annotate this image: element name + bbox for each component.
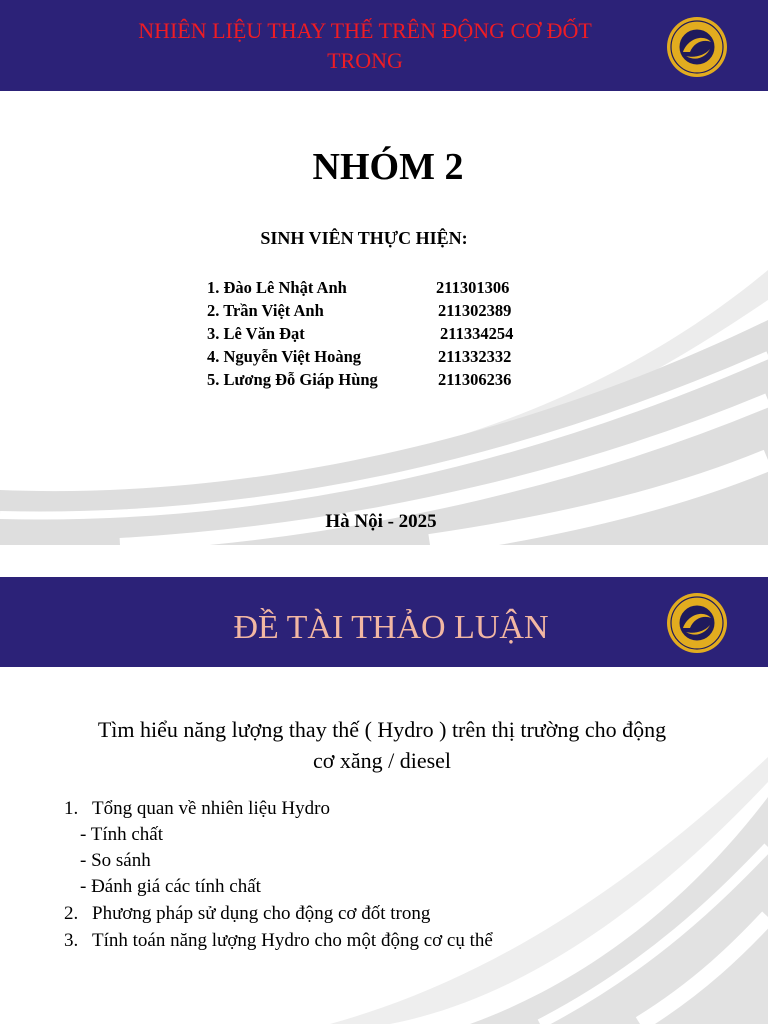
outline-number: 3. [64,930,79,951]
topic-statement [0,714,764,776]
member-id: 211332332 [438,347,512,366]
topic-line: cơ xăng / diesel [312,748,452,773]
topic-line: Tìm hiểu năng lượng thay thế ( Hydro ) trên thị trường cho động [97,717,667,742]
members-heading: SINH VIÊN THỰC HIỆN: [260,228,468,248]
outline-item: Phương pháp sử dụng cho động cơ đốt trong [92,903,431,924]
outline-subitem: - So sánh [80,850,151,871]
outline-subitem: - Tính chất [80,824,164,845]
outline-number: 1. [64,798,79,819]
slide-2 [0,577,768,1024]
outline-item: Tổng quan về nhiên liệu Hydro [92,798,330,819]
section-title: ĐỀ TÀI THẢO LUẬN [233,609,549,646]
presentation-title-line: TRONG [327,48,403,73]
member-id: 211334254 [440,324,514,343]
presentation-title-line: NHIÊN LIỆU THAY THẾ TRÊN ĐỘNG CƠ ĐỐT [138,18,592,43]
member-name: 3. Lê Văn Đạt [207,324,305,343]
member-name: 2. Trần Việt Anh [207,301,324,320]
university-logo-icon [666,592,728,654]
group-title: NHÓM 2 [312,146,464,188]
place-and-year: Hà Nội - 2025 [325,511,437,532]
member-name: 4. Nguyễn Việt Hoàng [207,347,362,366]
member-name: 5. Lương Đỗ Giáp Hùng [207,370,378,389]
member-name: 1. Đào Lê Nhật Anh [207,278,347,297]
university-logo-icon [666,16,728,78]
member-id: 211302389 [438,301,512,320]
presentation-title [60,16,670,76]
outline-subitem: - Đánh giá các tính chất [80,876,261,897]
member-id: 211306236 [438,370,512,389]
outline-number: 2. [64,903,79,924]
outline-item: Tính toán năng lượng Hydro cho một động cơ cụ thể [92,930,493,951]
member-id: 211301306 [436,278,510,297]
